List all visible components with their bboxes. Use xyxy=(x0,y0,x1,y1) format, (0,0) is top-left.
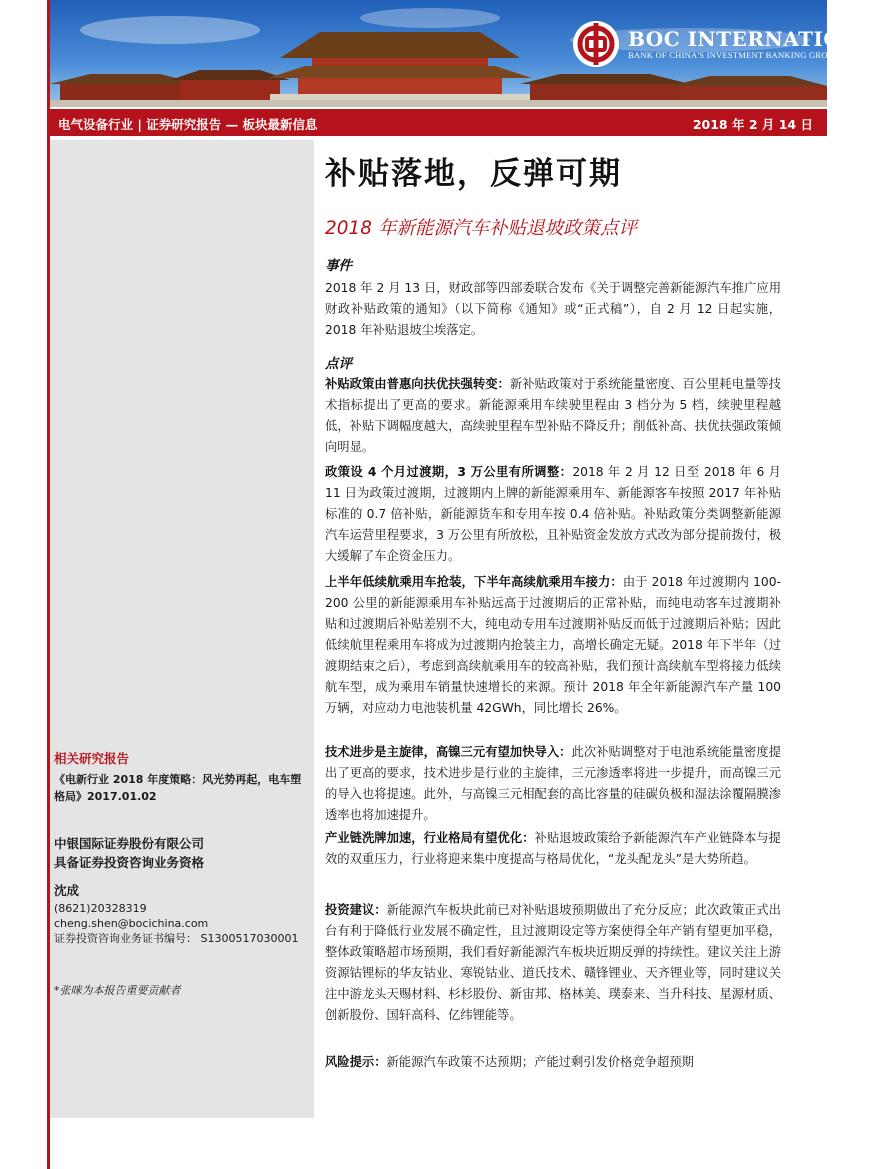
related-reports-heading: 相关研究报告 xyxy=(54,751,130,766)
analyst-email: cheng.shen@bocichina.com xyxy=(54,917,209,930)
analyst-name: 沈成 xyxy=(54,883,80,898)
point-paragraph xyxy=(325,828,781,870)
sidebar xyxy=(50,140,314,1118)
point-paragraph xyxy=(325,462,781,567)
point-paragraph xyxy=(325,572,781,719)
company-name: 中银国际证券股份有限公司 xyxy=(54,836,205,851)
analyst-license: 证券投资咨询业务证书编号： S1300517030001 xyxy=(54,932,299,945)
event-heading: 事件 xyxy=(325,258,352,274)
boc-logo-icon xyxy=(572,20,620,68)
company-info xyxy=(54,834,204,872)
point-paragraph xyxy=(325,374,781,458)
point-lead: 补贴政策由普惠向扶优扶强转变： xyxy=(325,377,510,391)
brand-subtitle: BANK OF CHINA'S INVESTMENT BANKING GROUP xyxy=(628,49,840,60)
event-paragraph: 2018 年 2 月 13 日，财政部等四部委联合发布《关于调整完善新能源汽车推广应用财政补贴政策的通知》（以下简称《通知》或“正式稿”），自 2 月 12 日起实施，2018 年补贴退坡尘埃落定。 xyxy=(325,281,781,337)
point-text: 此次补贴调整对于电池系统能量密度提出了更高的要求，技术进步是行业的主旋律，三元渗透率将进一步提升，而高镍三元的导入也将提速。此外，与高镍三元相配套的高比容量的硅碳负极和湿法涂覆隔膜渗透率也将加速提升。 xyxy=(325,745,781,822)
point-text: 新补贴政策对于系统能量密度、百公里耗电量等技术指标提出了更高的要求。新能源乘用车续驶里程由 3 档分为 5 档，续驶里程越低，补贴下调幅度越大，高续驶里程车型补贴不降反升；削低补高、扶优扶强政策倾向明显。 xyxy=(325,377,781,454)
point-lead: 技术进步是主旋律，高镍三元有望加快导入： xyxy=(325,745,572,759)
point-text: 由于 2018 年过渡期内 100-200 公里的新能源乘用车补贴远高于过渡期后的正常补贴，而纯电动客车过渡期补贴和过渡期后补贴差别不大，纯电动专用车过渡期补贴反而低于过渡期后补贴；因此低续航里程乘用车将成为过渡期内抢装主力，高增长确定无疑。2018 年下半年（过渡期结束之后），考虑到高续航乘用车的较高补贴，我们预计高续航车型将接力低续航车型，成为乘用车销量快速增长的来源。预计 2018 年全年新能源汽车产量 100 万辆，对应动力电池装机量 42GWh，同比增长 26%。 xyxy=(325,575,781,715)
point-text: 2018 年 2 月 12 日至 2018 年 6 月 11 日为政策过渡期，过渡期内上牌的新能源乘用车、新能源客车按照 2017 年补贴标准的 0.7 倍补贴，新能源货车和专用车按 0.4 倍补贴。补贴政策分类调整新能源汽车运营里程要求，3 万公里有所放松，且补贴资金发放方式改为部分提前拨付，极大缓解了车企资金压力。 xyxy=(325,465,781,563)
brand-logo xyxy=(572,20,891,68)
page-title: 补贴落地，反弹可期 xyxy=(325,156,622,192)
point-lead: 风险提示： xyxy=(325,1055,387,1069)
related-report-item: 《电新行业 2018 年度策略：风光势再起，电车塑格局》2017.01.02 xyxy=(54,773,302,803)
brand-name: BOC INTERNATIONAL xyxy=(628,26,891,51)
report-info-bar xyxy=(50,107,827,136)
point-text: 补贴退坡政策给予新能源汽车产业链降本与提效的双重压力，行业将迎来集中度提高与格局优化，“龙头配龙头”是大势所趋。 xyxy=(325,831,781,866)
report-date: 2018 年 2 月 14 日 xyxy=(692,117,813,132)
page-subtitle: 2018 年新能源汽车补贴退坡政策点评 xyxy=(325,218,637,239)
analyst-phone: (8621)20328319 xyxy=(54,902,147,915)
point-lead: 政策设 4 个月过渡期，3 万公里有所调整： xyxy=(325,465,573,479)
risk-warning-paragraph xyxy=(325,1052,781,1073)
company-qualification: 具备证券投资咨询业务资格 xyxy=(54,855,205,870)
header-banner xyxy=(50,0,891,107)
point-paragraph xyxy=(325,742,781,826)
analyst-contact xyxy=(54,901,298,946)
point-lead: 上半年低续航乘用车抢装，下半年高续航乘用车接力： xyxy=(325,575,623,589)
report-category: 电气设备行业 | 证券研究报告 — 板块最新信息 xyxy=(58,117,318,132)
contributor-note: *张咪为本报告重要贡献者 xyxy=(54,984,181,997)
investment-advice-paragraph xyxy=(325,900,781,1026)
point-lead: 产业链洗牌加速，行业格局有望优化： xyxy=(325,831,535,845)
comment-heading: 点评 xyxy=(325,356,352,372)
point-text: 新能源汽车政策不达预期；产能过剩引发价格竞争超预期 xyxy=(386,1055,694,1069)
point-text: 新能源汽车板块此前已对补贴退坡预期做出了充分反应；此次政策正式出台有利于降低行业发展不确定性，且过渡期设定等方案使得全年产销有望更加平稳，整体政策略超市场预期，我们看好新能源汽车板块近期反弹的持续性。建议关注上游资源钴锂标的华友钴业、寒锐钴业、道氏技术、赣锋锂业、天齐锂业等，同时建议关注中游龙头天赐材料、杉杉股份、新宙邦、格林美、璞泰来、当升科技、星源材质、创新股份、国轩高科、亿纬锂能等。 xyxy=(325,903,781,1022)
point-lead: 投资建议： xyxy=(325,903,387,917)
